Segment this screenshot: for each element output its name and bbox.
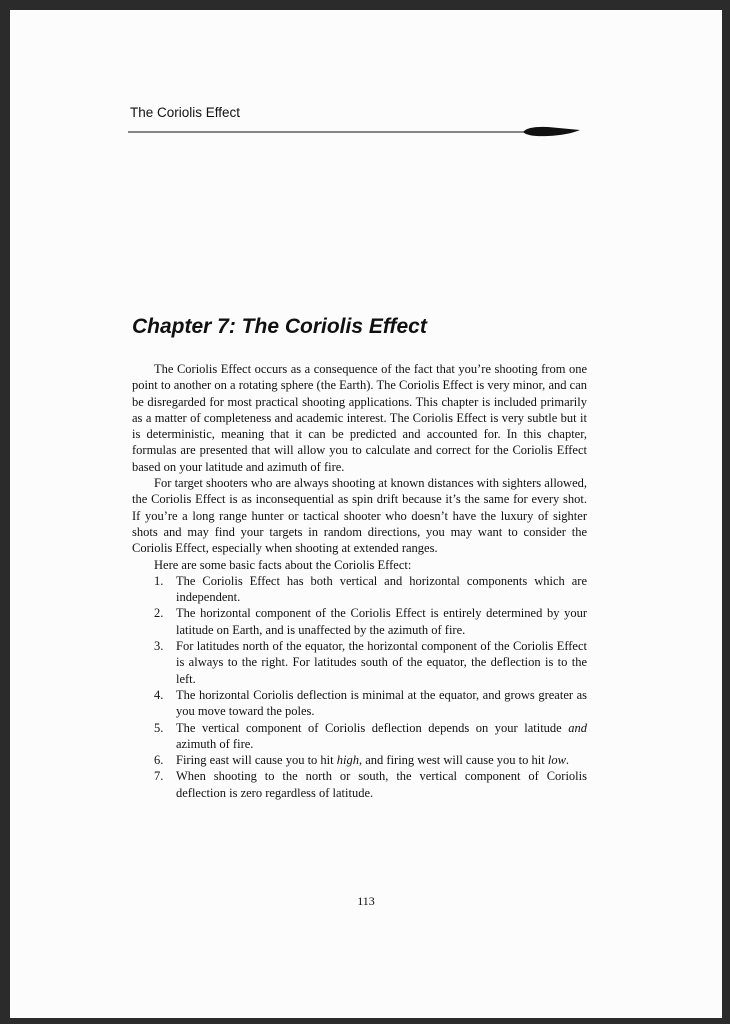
paragraph: The Coriolis Effect occurs as a consequence of the fact that you’re shooting from one point to another on a rotating sphere (the Earth). The Coriolis Effect is very minor, and can be disregarded for most practical shooting applications. This chapter is included primarily as a matter of completeness and academic interest. The Coriolis Effect is very subtle but it is deterministic, meaning that it can be predicted and accounted for. In this chapter, formulas are presented that will allow you to calculate and correct for the Coriolis Effect based on your latitude and azimuth of fire. — [132, 362, 587, 474]
list-item: 1. The Coriolis Effect has both vertical and horizontal components which are independent. — [154, 573, 587, 605]
book-page — [10, 10, 722, 1018]
list-item: 4. The horizontal Coriolis deflection is minimal at the equator, and grows greater as you move toward the poles. — [154, 687, 587, 719]
facts-list — [132, 573, 587, 801]
paragraph: For target shooters who are always shooting at known distances with sighters allowed, the Coriolis Effect is as inconsequential as spin drift because it’s the same for every shot. If you’re a long range hunter or tactical shooter who doesn’t have the luxury of sighter shots and may find your targets in random directions, you may want to consider the Coriolis Effect, especially when shooting at extended ranges. — [132, 476, 587, 556]
list-item: 6. Firing east will cause you to hit high, and firing west will cause you to hit low. — [154, 753, 570, 768]
page-number: 113 — [357, 894, 375, 908]
header-rule-icon — [128, 124, 580, 138]
list-item: 2. The horizontal component of the Coriolis Effect is entirely determined by your latitude on Earth, and is unaffected by the azimuth of fire. — [154, 606, 587, 637]
chapter-title: Chapter 7: The Coriolis Effect — [132, 315, 427, 338]
chapter-body — [132, 361, 587, 801]
list-item: 3. For latitudes north of the equator, the horizontal component of the Coriolis Effect is always to the right. For latitudes south of the equator, the deflection is to the left. — [154, 639, 587, 686]
list-item: 7. When shooting to the north or south, the vertical component of Coriolis deflection is zero regardless of latitude. — [154, 769, 587, 800]
list-item: 5. The vertical component of Coriolis deflection depends on your latitude and azimuth of fire. — [154, 720, 587, 751]
facts-intro: Here are some basic facts about the Coriolis Effect: — [154, 557, 412, 572]
running-header: The Coriolis Effect — [130, 105, 241, 120]
